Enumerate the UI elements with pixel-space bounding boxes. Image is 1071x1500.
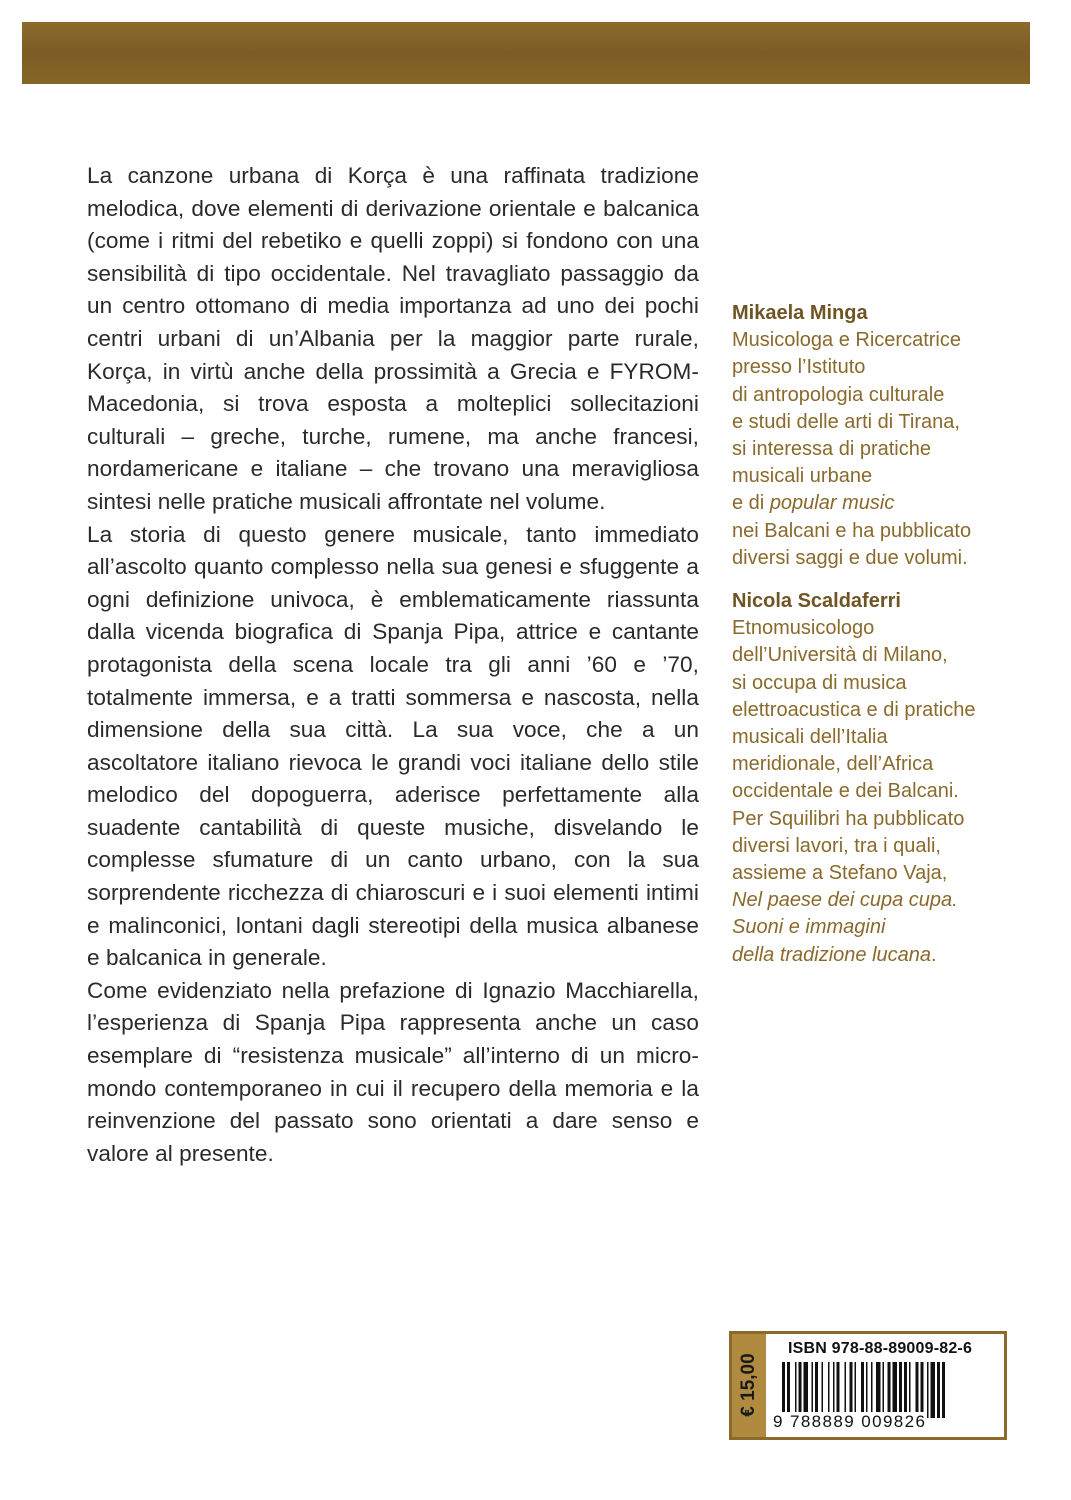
- author-bio-text: Musicologa e Ricercatrice presso l’Istituto di antropologia culturale e studi delle arti di Tirana, si interessa di pratiche musicali urbane e di: [732, 329, 961, 515]
- barcode-bar: [845, 1362, 847, 1418]
- author-bio-text: nei Balcani e ha pubblicato diversi saggi e due volumi.: [732, 519, 972, 569]
- barcode-bar: [861, 1362, 864, 1418]
- barcode-bar: [782, 1362, 785, 1418]
- barcode-bar: [815, 1362, 818, 1418]
- author-block-scaldaferri: [732, 588, 1022, 969]
- author-block-minga: [732, 300, 1022, 572]
- blurb-paragraph-1: La canzone urbana di Korça è una raffinata tradizione melodica, dove elementi di derivazione orientale e balcanica (come i ritmi del rebetiko e quelli zoppi) si fondono con una sensibilità di tipo occidentale. Nel travagliato passaggio da un centro ottomano di media importanza ad uno dei pochi centri urbani di un’Albania per la maggior parte rurale, Korça, in virtù anche della prossimità a Grecia e FYROM-Macedonia, si trova esposta a molteplici sollecitazioni culturali – greche, turche, rumene, ma anche francesi, nordamericane e italiane – che trovano una meravigliosa sintesi nelle pratiche musicali affrontate nel volume.: [87, 163, 699, 514]
- price-strip: [732, 1334, 766, 1437]
- author-bio: [732, 327, 1022, 572]
- author-name: Mikaela Minga: [732, 302, 868, 324]
- barcode-bar: [931, 1362, 936, 1418]
- barcode-bar: [799, 1362, 802, 1418]
- barcode-bar: [883, 1362, 885, 1418]
- barcode-bar: [812, 1362, 814, 1418]
- author-notes: [732, 300, 1022, 985]
- author-bio-italic: popular music: [769, 492, 895, 515]
- barcode-bar: [893, 1362, 898, 1418]
- barcode-bar: [828, 1362, 830, 1418]
- author-bio-text: .: [931, 943, 937, 966]
- top-color-band: [22, 22, 1030, 84]
- author-bio-italic: Nel paese dei cupa cupa. Suoni e immagini della tradizione lucana: [732, 889, 958, 966]
- barcode-bar: [822, 1362, 824, 1418]
- author-bio: [732, 615, 1022, 969]
- barcode-bar: [850, 1362, 853, 1418]
- author-name: Nicola Scaldaferri: [732, 590, 901, 613]
- barcode-bar: [876, 1362, 881, 1418]
- barcode-digits-text: 9 788889 009826: [773, 1412, 927, 1431]
- price-label: € 15,00: [738, 1353, 759, 1417]
- barcode-bar: [855, 1362, 857, 1418]
- barcode-bar: [942, 1362, 945, 1418]
- barcode-bar: [921, 1362, 924, 1418]
- barcode-bar: [871, 1362, 873, 1418]
- barcode: [780, 1362, 1002, 1418]
- author-bio-text: Etnomusicologo dell’Università di Milano, si occupa di musica elettroacustica e di pratiche musicali dell’Italia meridionale, dell’Africa occidentale e dei Balcani. Per Squilibri ha pubblicato diversi lavori, tra i quali, assieme a Stefano Vaja,: [732, 617, 976, 885]
- barcode-bar: [833, 1362, 835, 1418]
- barcode-bar: [804, 1362, 809, 1418]
- barcode-bar: [927, 1362, 929, 1418]
- barcode-bar: [909, 1362, 911, 1418]
- barcode-bar: [866, 1362, 868, 1418]
- barcode-bar: [916, 1362, 919, 1418]
- barcode-bar: [837, 1362, 840, 1418]
- blurb-paragraph-2: La storia di questo genere musicale, tanto immediato all’ascolto quanto complesso nella sua genesi e sfuggente a ogni definizione univoca, è emblematicamente riassunta dalla vicenda biografica di Spanja Pipa, attrice e cantante protagonista della scena locale tra gli anni ’60 e ’70, totalmente immersa, e a tratti sommersa e nascosta, nella dimensione della sua città. La sua voce, che a un ascoltatore italiano rievoca le grandi voci italiane dello stile melodico del dopoguerra, aderisce perfettamente alla suadente cantabilità di queste musiche, disvelando le complesse sfumature di un canto urbano, con la sua sorprendente ricchezza di chiaroscuri e i suoi elementi intimi e malinconici, lontani dagli stereotipi della musica albanese e balcanica in generale.: [87, 521, 699, 971]
- blurb-paragraph-3: Come evidenziato nella prefazione di Ignazio Macchiarella, l’esperienza di Spanja Pipa rappresenta anche un caso esemplare di “resistenza musicale” all’interno di un micro-mondo contemporaneo in cui il recupero della memoria e la reinvenzione del passato sono orientati a dare senso e valore al presente.: [87, 977, 699, 1166]
- barcode-bar: [904, 1362, 907, 1418]
- blurb-text: [87, 160, 699, 1170]
- barcode-bar: [787, 1362, 790, 1418]
- barcode-digits: [772, 1412, 1002, 1432]
- isbn-box: [729, 1331, 1007, 1440]
- barcode-bar: [937, 1362, 940, 1418]
- barcode-bar: [795, 1362, 797, 1418]
- isbn-label: ISBN 978-88-89009-82-6: [788, 1340, 973, 1357]
- barcode-bar: [888, 1362, 891, 1418]
- barcode-bar: [899, 1362, 902, 1418]
